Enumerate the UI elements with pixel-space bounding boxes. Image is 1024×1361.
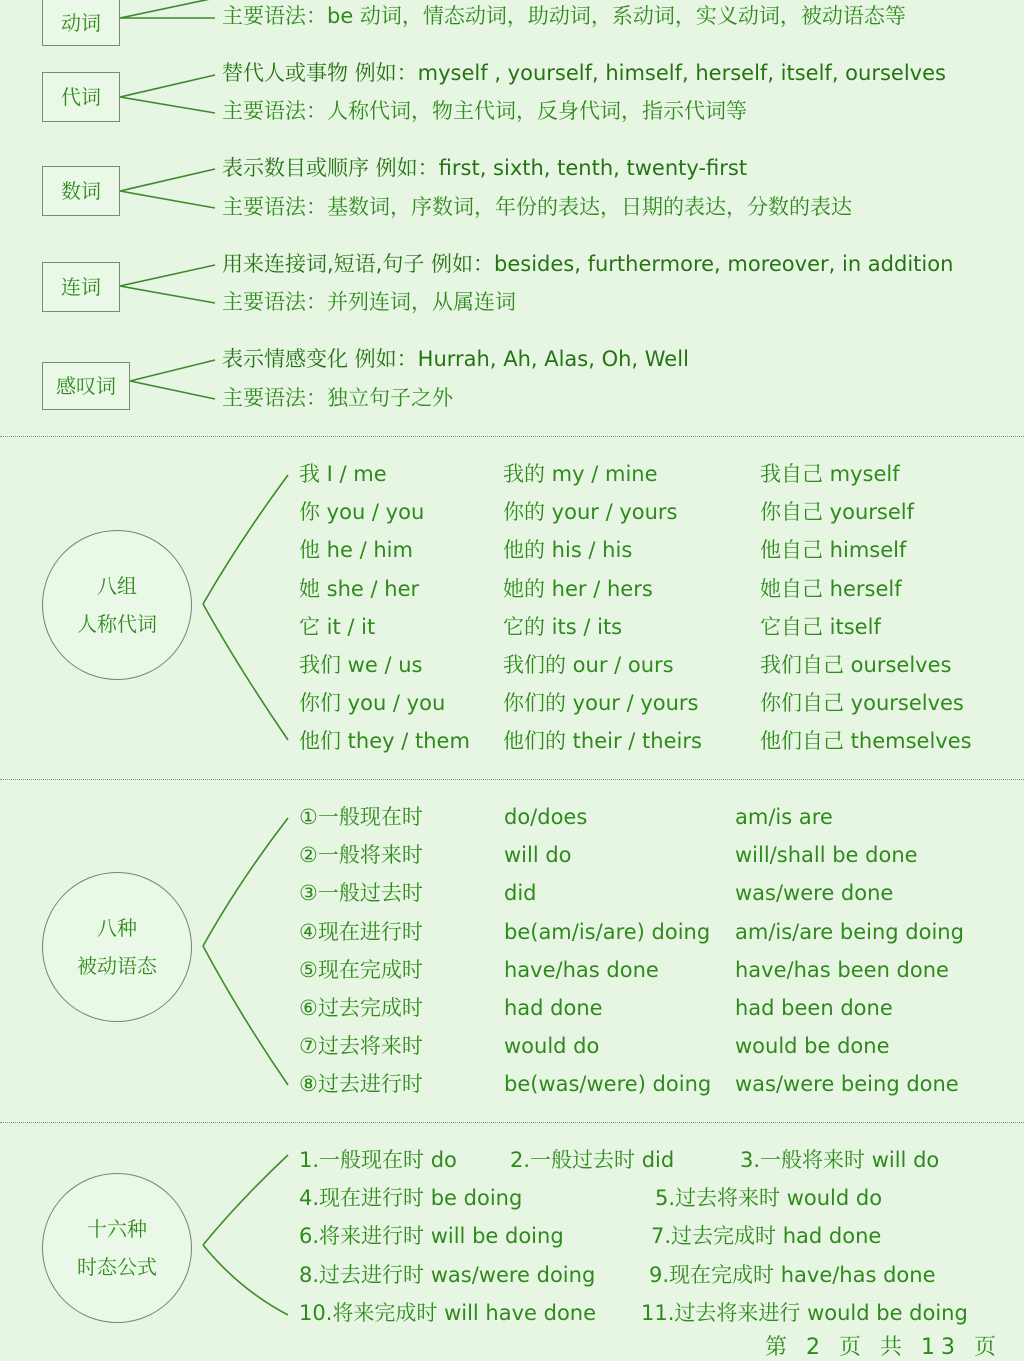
numeral-grammar: 主要语法：基数词，序数词，年份的表达，日期的表达，分数的表达 — [222, 195, 852, 219]
passive-cell: be(was/were) doing — [504, 1072, 712, 1097]
page-footer: 第 2 页 共 13 页 — [765, 1335, 1002, 1360]
pronoun-cell: 你的 your / yours — [503, 500, 678, 525]
pronoun-cell: 你们自己 yourselves — [760, 691, 964, 716]
pronoun-cell: 她的 her / hers — [503, 576, 653, 601]
pronoun-box: 代词 — [42, 72, 120, 122]
passive-cell: ⑤现在完成时 — [299, 957, 423, 982]
tense-formula: 5.过去将来时 would do — [655, 1186, 883, 1211]
passive-cell: am/is are — [735, 805, 833, 829]
interjection-example: 表示情感变化 例如：Hurrah, Ah, Alas, Oh, Well — [222, 347, 689, 371]
tense-formula: 7.过去完成时 had done — [651, 1224, 882, 1249]
pronoun-cell: 他 he / him — [299, 538, 413, 563]
passive-cell: have/has done — [504, 957, 659, 982]
verb-box: 动词 — [42, 0, 120, 46]
tense-formula: 9.现在完成时 have/has done — [649, 1262, 936, 1287]
passive-cell: do/does — [504, 805, 588, 829]
pronoun-cell: 他的 his / his — [503, 538, 633, 563]
pronoun-cell: 我自己 myself — [760, 462, 900, 486]
passive-cell: will do — [504, 843, 572, 868]
passive-cell: ①一般现在时 — [299, 805, 423, 829]
passive-cell: would do — [504, 1034, 600, 1059]
conjunction-grammar: 主要语法：并列连词，从属连词 — [222, 290, 516, 314]
tense-formula: 3.一般将来时 will do — [740, 1148, 940, 1172]
verb-grammar: 主要语法：be 动词，情态动词，助动词，系动词，实义动词，被动语态等 — [222, 4, 906, 28]
numeral-box: 数词 — [42, 166, 120, 216]
pronoun-cell: 她自己 herself — [760, 576, 902, 601]
passive-cell: was/were done — [735, 881, 894, 906]
passive-cell: ⑦过去将来时 — [299, 1034, 423, 1059]
passive-cell: have/has been done — [735, 957, 949, 982]
pronoun-cell: 我们的 our / ours — [503, 653, 674, 677]
tense-formula: 4.现在进行时 be doing — [299, 1186, 523, 1211]
passive-cell: ⑧过去进行时 — [299, 1072, 423, 1097]
pronoun-cell: 她 she / her — [299, 576, 420, 601]
pronoun-grammar: 主要语法：人称代词，物主代词，反身代词，指示代词等 — [222, 99, 747, 123]
passive-cell: be(am/is/are) doing — [504, 919, 711, 944]
pronoun-cell: 他们 they / them — [299, 729, 470, 754]
tenses-circle — [42, 1173, 192, 1323]
passive-cell: did — [504, 881, 537, 906]
tense-formula: 6.将来进行时 will be doing — [299, 1224, 564, 1249]
interjection-grammar: 主要语法：独立句子之外 — [222, 386, 453, 410]
tenses-title-2: 时态公式 — [77, 1255, 157, 1279]
pronoun-example: 替代人或事物 例如：myself , yourself, himself, herself, itself, ourselves — [222, 61, 946, 85]
passive-cell: ③一般过去时 — [299, 881, 423, 906]
pronoun-cell: 它 it / it — [299, 614, 376, 639]
interjection-box: 感叹词 — [42, 362, 130, 410]
pronoun-cell: 他们自己 themselves — [760, 729, 972, 754]
numeral-example: 表示数目或顺序 例如：first, sixth, tenth, twenty-first — [222, 156, 748, 180]
conjunction-example: 用来连接词,短语,句子 例如：besides, furthermore, moreover, in addition — [222, 252, 954, 276]
tense-formula: 11.过去将来进行 would be doing — [641, 1300, 968, 1325]
tense-formula: 2.一般过去时 did — [510, 1148, 675, 1172]
pronoun-cell: 你 you / you — [299, 500, 425, 525]
pronoun-cell: 我们自己 ourselves — [760, 653, 952, 677]
pronoun-cell: 我 I / me — [299, 462, 387, 486]
tense-formula: 10.将来完成时 will have done — [299, 1300, 597, 1325]
pronoun-cell: 我的 my / mine — [503, 462, 658, 486]
passive-cell: was/were being done — [735, 1072, 959, 1097]
pronoun-cell: 你自己 yourself — [760, 500, 914, 525]
passive-cell: would be done — [735, 1034, 890, 1059]
pronoun-cell: 他自己 himself — [760, 538, 907, 563]
divider-3 — [0, 1122, 1024, 1123]
passive-title-1: 八种 — [97, 916, 137, 940]
divider-2 — [0, 779, 1024, 780]
pronouns-title-1: 八组 — [97, 574, 137, 598]
passive-cell: ④现在进行时 — [299, 919, 423, 944]
pronoun-cell: 我们 we / us — [299, 653, 423, 677]
tenses-title-1: 十六种 — [87, 1217, 147, 1241]
passive-cell: will/shall be done — [735, 843, 918, 868]
tense-formula: 1.一般现在时 do — [299, 1148, 457, 1172]
pronoun-cell: 它的 its / its — [503, 614, 623, 639]
passive-cell: ⑥过去完成时 — [299, 996, 423, 1020]
passive-title-2: 被动语态 — [77, 954, 157, 978]
pronouns-circle — [42, 530, 192, 680]
passive-circle — [42, 872, 192, 1022]
tense-formula: 8.过去进行时 was/were doing — [299, 1262, 596, 1287]
pronoun-cell: 它自己 itself — [760, 614, 881, 639]
conjunction-box: 连词 — [42, 262, 120, 312]
passive-cell: had been done — [735, 996, 893, 1020]
passive-cell: am/is/are being doing — [735, 919, 964, 944]
pronoun-cell: 你们 you / you — [299, 691, 446, 716]
pronouns-title-2: 人称代词 — [77, 612, 157, 636]
divider-1 — [0, 436, 1024, 437]
passive-cell: had done — [504, 996, 603, 1020]
passive-cell: ②一般将来时 — [299, 843, 423, 868]
pronoun-cell: 你们的 your / yours — [503, 691, 699, 716]
pronoun-cell: 他们的 their / theirs — [503, 729, 702, 754]
